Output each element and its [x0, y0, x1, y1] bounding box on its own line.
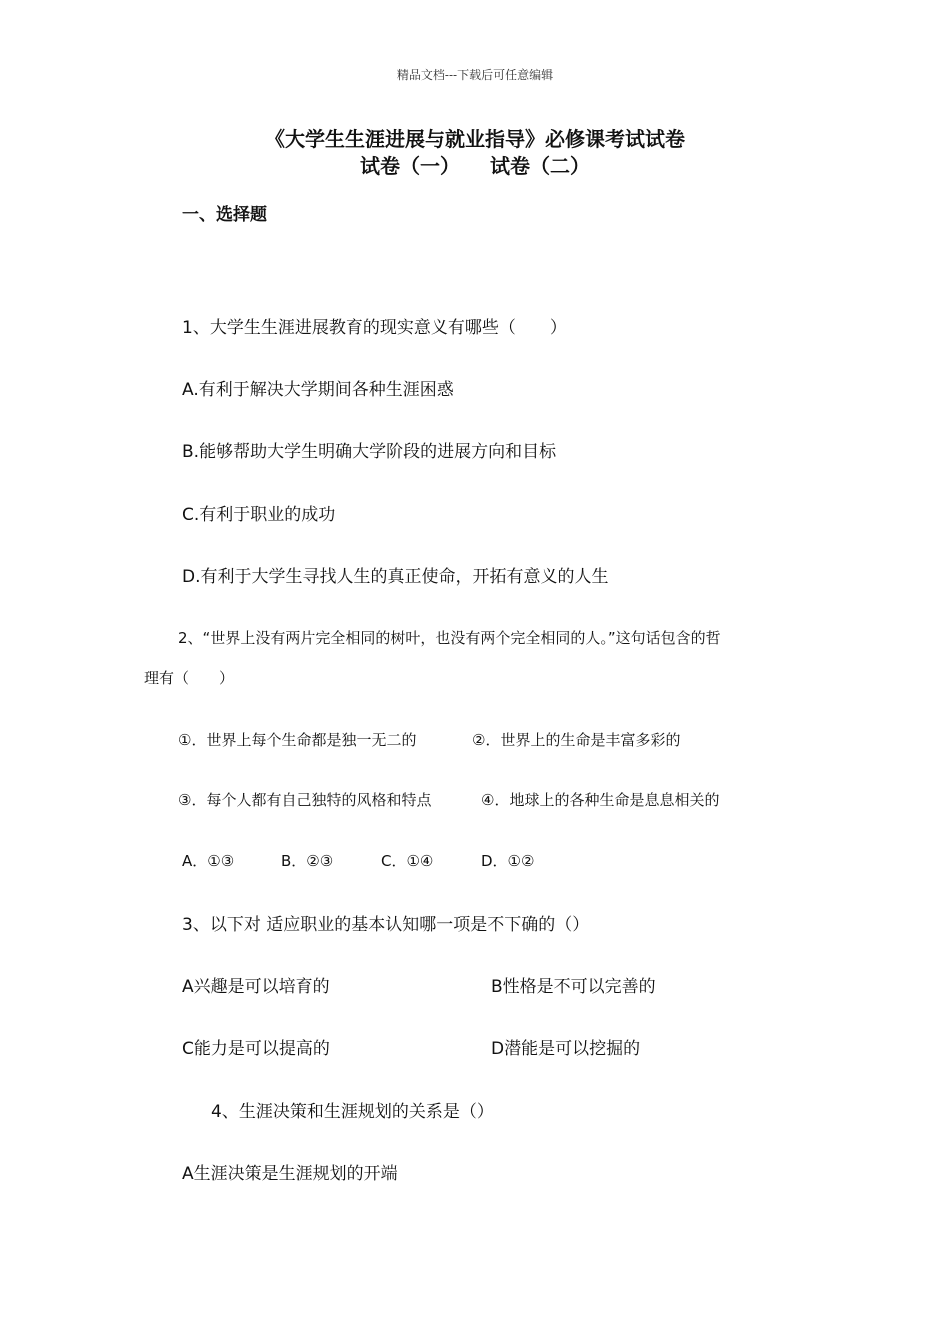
- question-2-option-b: B．②③: [281, 852, 334, 870]
- question-4-stem: 4、生涯决策和生涯规划的关系是（）: [211, 1102, 494, 1122]
- question-3-option-d: D潜能是可以挖掘的: [491, 1039, 641, 1059]
- question-2-stem-line2: 理有（ ）: [144, 669, 235, 687]
- question-3-option-b: B性格是不可以完善的: [491, 977, 656, 997]
- question-4-option-a: A生涯决策是生涯规划的开端: [182, 1164, 398, 1184]
- question-2-stem-line1: 2、“世界上没有两片完全相同的树叶，也没有两个完全相同的人。”这句话包含的哲: [178, 629, 721, 647]
- question-2-option-d: D．①②: [481, 852, 535, 870]
- question-1-stem: 1、大学生生涯进展教育的现实意义有哪些（ ）: [182, 318, 567, 338]
- question-2-statement-4: ④．地球上的各种生命是息息相关的: [481, 791, 720, 809]
- exam-title: 《大学生生涯进展与就业指导》必修课考试试卷: [265, 127, 685, 151]
- question-3-option-a: A兴趣是可以培育的: [182, 977, 330, 997]
- exam-subtitle: 试卷（一） 试卷（二）: [360, 154, 590, 178]
- question-3-option-c: C能力是可以提高的: [182, 1039, 330, 1059]
- question-3-stem: 3、以下对 适应职业的基本认知哪一项是不下确的（）: [182, 915, 590, 935]
- question-1-option-d: D.有利于大学生寻找人生的真正使命，开拓有意义的人生: [182, 567, 609, 587]
- question-1-option-c: C.有利于职业的成功: [182, 505, 336, 525]
- question-2-statement-2: ②．世界上的生命是丰富多彩的: [472, 731, 681, 749]
- section-heading: 一、选择题: [182, 205, 267, 225]
- question-2-option-c: C．①④: [381, 852, 434, 870]
- question-2-statement-1: ①．世界上每个生命都是独一无二的: [178, 731, 417, 749]
- question-2-option-a: A．①③: [182, 852, 235, 870]
- question-1-option-b: B.能够帮助大学生明确大学阶段的进展方向和目标: [182, 442, 557, 462]
- question-2-statement-3: ③．每个人都有自己独特的风格和特点: [178, 791, 432, 809]
- question-1-option-a: A.有利于解决大学期间各种生涯困惑: [182, 380, 454, 400]
- watermark-text: 精品文档---下载后可任意编辑: [396, 68, 554, 82]
